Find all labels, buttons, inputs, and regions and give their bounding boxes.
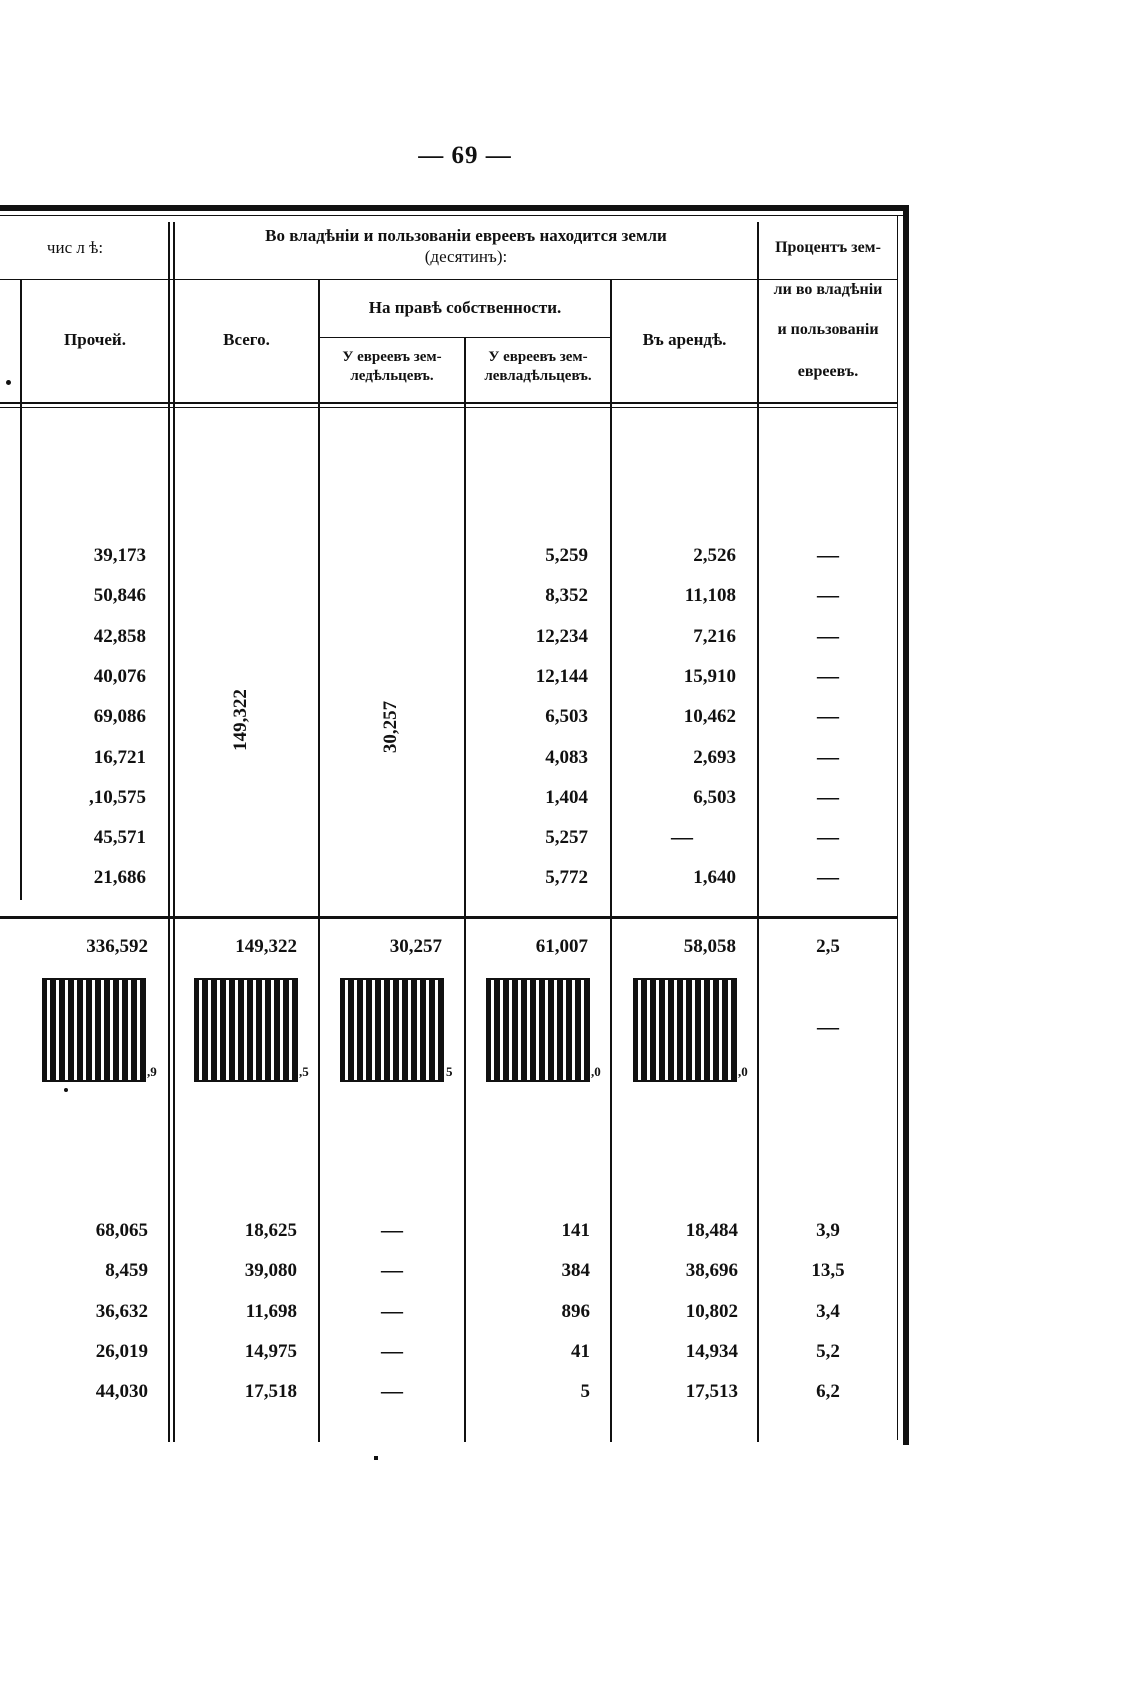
- total-arenda: 58,058: [683, 936, 736, 957]
- row1-procent: —: [817, 744, 839, 769]
- row1-zemlevladelcev: 6,503: [545, 706, 588, 727]
- row1-procent: —: [817, 824, 839, 849]
- header-zemledelcev-1: У евреевъ зем-: [342, 349, 442, 365]
- row1-prochei: 39,173: [93, 545, 146, 566]
- row1-procent: —: [817, 663, 839, 688]
- row2-vsego: 39,080: [244, 1260, 297, 1281]
- row2-procent: 5,2: [816, 1341, 840, 1362]
- table-top-rule: [0, 205, 908, 211]
- total-zemledelcev: 30,257: [389, 936, 442, 957]
- print-speck: [64, 1088, 68, 1092]
- row1-zemlevladelcev: 5,257: [545, 827, 588, 848]
- row2-prochei: 36,632: [95, 1301, 148, 1322]
- row2-zemlevladelcev: 384: [561, 1260, 590, 1281]
- row2-zemledelcev: —: [381, 1298, 403, 1323]
- right-border: [903, 205, 909, 1445]
- smudge-vsego: [194, 978, 298, 1082]
- row1-prochei: 69,086: [93, 706, 146, 727]
- row1-arenda: 2,526: [693, 545, 736, 566]
- row2-procent: 3,4: [816, 1301, 840, 1322]
- smudge-suffix-zemlevladelcev: ,0: [591, 1064, 601, 1079]
- print-speck: [6, 380, 11, 385]
- row1-arenda: 15,910: [683, 666, 736, 687]
- row2-zemlevladelcev: 141: [561, 1220, 590, 1241]
- row1-procent: —: [817, 784, 839, 809]
- header-procent-2: ли во владѣніи: [773, 281, 883, 298]
- header-prochei: Прочей.: [64, 330, 126, 349]
- smudge-suffix-vsego: ,5: [299, 1064, 309, 1079]
- row2-zemlevladelcev: 41: [571, 1341, 590, 1362]
- row2-vsego: 18,625: [244, 1220, 297, 1241]
- row1-procent: —: [817, 703, 839, 728]
- row2-arenda: 10,802: [685, 1301, 738, 1322]
- row1-prochei: 21,686: [93, 867, 146, 888]
- row1-prochei: 40,076: [93, 666, 146, 687]
- header-procent-3: и пользованіи: [777, 321, 879, 338]
- header-rule-property: [318, 337, 610, 338]
- smudge-zemledelcev: [340, 978, 444, 1082]
- row2-zemlevladelcev: 5: [580, 1381, 590, 1402]
- header-na-prave: На правѣ собственности.: [368, 298, 562, 317]
- smudge-suffix-prochei: ,9: [147, 1064, 157, 1079]
- row1-arenda: 1,640: [693, 867, 736, 888]
- row2-zemledelcev: —: [381, 1378, 403, 1403]
- totals-rule: [0, 916, 898, 919]
- header-rule-group: [0, 279, 757, 280]
- table-top-rule-thin: [0, 215, 908, 216]
- header-zemlevladelcev-2: левладѣльцевъ.: [484, 368, 592, 384]
- row2-vsego: 17,518: [244, 1381, 297, 1402]
- row1-arenda: —: [671, 824, 693, 849]
- row1-prochei: 42,858: [93, 626, 146, 647]
- smudge-suffix-zemledelcev: 5: [446, 1064, 453, 1079]
- header-procent-4: евреевъ.: [797, 363, 859, 380]
- row1-prochei: ,10,575: [89, 787, 146, 808]
- row1-zemlevladelcev: 1,404: [545, 787, 588, 808]
- row1-arenda: 10,462: [683, 706, 736, 727]
- row1-arenda: 2,693: [693, 747, 736, 768]
- total-prochei: 336,592: [86, 936, 148, 957]
- row1-arenda: 6,503: [693, 787, 736, 808]
- row1-zemlevladelcev: 5,772: [545, 867, 588, 888]
- row1-arenda: 11,108: [684, 585, 736, 606]
- header-procent-1: Процентъ зем-: [775, 239, 881, 256]
- row2-procent: 6,2: [816, 1381, 840, 1402]
- row2-prochei: 68,065: [95, 1220, 148, 1241]
- smudge-prochei: [42, 978, 146, 1082]
- row2-arenda: 14,934: [685, 1341, 738, 1362]
- row1-arenda: 7,216: [693, 626, 736, 647]
- row2-zemledelcev: —: [381, 1338, 403, 1363]
- print-speck: [374, 1456, 378, 1460]
- row1-procent: —: [817, 582, 839, 607]
- row1-zemlevladelcev: 12,234: [535, 626, 588, 647]
- smudge-arenda: [633, 978, 737, 1082]
- row2-vsego: 11,698: [245, 1301, 297, 1322]
- total-vsego: 149,322: [235, 936, 297, 957]
- row1-zemlevladelcev: 8,352: [545, 585, 588, 606]
- row1-zemlevladelcev: 5,259: [545, 545, 588, 566]
- row2-zemledelcev: —: [381, 1257, 403, 1282]
- header-zemlevladelcev-1: У евреевъ зем-: [488, 349, 588, 365]
- row1-procent: —: [817, 864, 839, 889]
- smudge-zemlevladelcev: [486, 978, 590, 1082]
- page-number: — 69 —: [418, 142, 512, 169]
- header-bottom-rule2: [0, 407, 898, 408]
- smudge-suffix-arenda: ,0: [738, 1064, 748, 1079]
- row1-procent: —: [817, 542, 839, 567]
- row1-prochei: 50,846: [93, 585, 146, 606]
- row2-prochei: 26,019: [95, 1341, 148, 1362]
- row2-prochei: 8,459: [105, 1260, 148, 1281]
- divider-vsego-left: [168, 222, 170, 1442]
- merged-zemledelcev: 30,257: [380, 700, 401, 754]
- row1-prochei: 16,721: [93, 747, 146, 768]
- row1-zemlevladelcev: 4,083: [545, 747, 588, 768]
- divider-vsego-left2: [173, 222, 175, 1442]
- row2-vsego: 14,975: [244, 1341, 297, 1362]
- row1-zemlevladelcev: 12,144: [535, 666, 588, 687]
- right-border-inner: [897, 215, 898, 1440]
- row2-prochei: 44,030: [95, 1381, 148, 1402]
- row2-procent: 13,5: [811, 1260, 845, 1281]
- row2-arenda: 38,696: [685, 1260, 738, 1281]
- header-chislie: чис л ѣ:: [46, 238, 104, 257]
- row2-procent: 3,9: [816, 1220, 840, 1241]
- merged-vsego: 149,322: [230, 689, 251, 751]
- row1-prochei: 45,571: [93, 827, 146, 848]
- obscured-procent: —: [817, 1014, 839, 1039]
- row2-arenda: 17,513: [685, 1381, 738, 1402]
- header-bottom-rule: [0, 402, 898, 404]
- row2-arenda: 18,484: [685, 1220, 738, 1241]
- header-group-title-2: (десятинъ):: [424, 247, 508, 266]
- row1-procent: —: [817, 623, 839, 648]
- total-zemlevladelcev: 61,007: [535, 936, 588, 957]
- header-v-arende: Въ арендѣ.: [642, 330, 727, 349]
- header-group-title-1: Во владѣніи и пользованіи евреевъ находится земли: [265, 226, 667, 245]
- row2-zemledelcev: —: [381, 1217, 403, 1242]
- total-procent: 2,5: [816, 936, 840, 957]
- header-zemledelcev-2: ледѣльцевъ.: [350, 368, 434, 384]
- row2-zemlevladelcev: 896: [561, 1301, 590, 1322]
- header-vsego: Всего.: [223, 330, 270, 349]
